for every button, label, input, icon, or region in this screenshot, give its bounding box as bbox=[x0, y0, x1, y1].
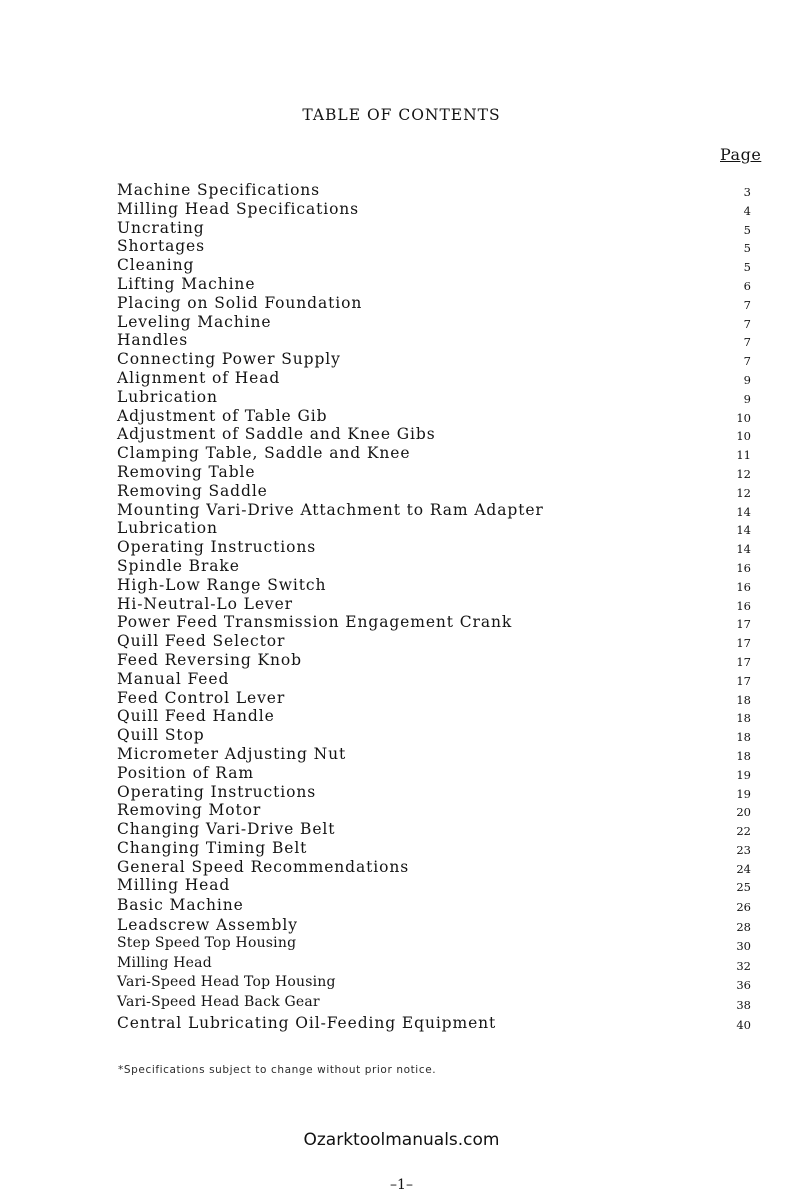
toc-entry-label: Quill Stop bbox=[117, 726, 205, 745]
toc-row bbox=[0, 707, 803, 726]
toc-row bbox=[0, 275, 803, 294]
toc-entry-label: Adjustment of Table Gib bbox=[117, 406, 328, 425]
toc-entry-page: 18 bbox=[736, 692, 751, 707]
toc-entry-page: 40 bbox=[736, 1017, 751, 1032]
toc-entry-page: 28 bbox=[736, 919, 751, 934]
toc-entry-label: Changing Vari-Drive Belt bbox=[117, 820, 336, 839]
toc-row bbox=[0, 595, 803, 614]
toc-entry-label: Changing Timing Belt bbox=[117, 838, 308, 857]
toc-entry-page: 7 bbox=[743, 354, 751, 369]
toc-entry-label: Lubrication bbox=[117, 387, 218, 406]
toc-entry-label: Manual Feed bbox=[117, 669, 230, 688]
toc-entry-page: 16 bbox=[736, 579, 751, 594]
toc-row bbox=[0, 425, 803, 444]
toc-row bbox=[0, 444, 803, 463]
toc-row bbox=[0, 256, 803, 275]
toc-row bbox=[0, 576, 803, 595]
toc-row bbox=[0, 916, 803, 936]
toc-entry-label: Milling Head bbox=[117, 954, 212, 971]
toc-row bbox=[0, 463, 803, 482]
toc-entry-label: Cleaning bbox=[117, 256, 195, 275]
toc-entry-label: Step Speed Top Housing bbox=[117, 935, 297, 952]
toc-entry-label: Micrometer Adjusting Nut bbox=[117, 744, 347, 763]
toc-entry-label: Spindle Brake bbox=[117, 556, 240, 575]
toc-entry-page: 17 bbox=[736, 654, 751, 669]
toc-row bbox=[0, 350, 803, 369]
toc-row bbox=[0, 801, 803, 820]
toc-entry-label: High-Low Range Switch bbox=[117, 575, 327, 594]
toc-entry-page: 24 bbox=[736, 861, 751, 876]
toc-row bbox=[0, 1014, 803, 1034]
toc-row bbox=[0, 689, 803, 708]
toc-entry-page: 32 bbox=[736, 958, 751, 973]
toc-entry-page: 18 bbox=[736, 730, 751, 745]
toc-entry-page: 18 bbox=[736, 711, 751, 726]
toc-row bbox=[0, 538, 803, 557]
toc-entry-label: Mounting Vari-Drive Attachment to Ram Adapter bbox=[117, 500, 544, 519]
toc-row bbox=[0, 955, 803, 975]
toc-row bbox=[0, 935, 803, 955]
toc-row bbox=[0, 613, 803, 632]
toc-row bbox=[0, 858, 803, 877]
toc-row bbox=[0, 519, 803, 538]
toc-entry-label: Milling Head bbox=[117, 876, 231, 895]
toc-entry-label: Central Lubricating Oil-Feeding Equipment bbox=[117, 1013, 497, 1032]
toc-row bbox=[0, 482, 803, 501]
toc-entry-label: Machine Specifications bbox=[117, 181, 321, 199]
toc-row bbox=[0, 651, 803, 670]
toc-entry-page: 14 bbox=[736, 523, 751, 538]
toc-row bbox=[0, 820, 803, 839]
toc-row bbox=[0, 632, 803, 651]
toc-entry-page: 12 bbox=[736, 466, 751, 481]
toc-entry-page: 3 bbox=[743, 185, 751, 199]
toc-entry-label: Quill Feed Handle bbox=[117, 707, 275, 726]
toc-row bbox=[0, 876, 803, 896]
toc-entry-page: 7 bbox=[743, 335, 751, 350]
toc-entry-page: 17 bbox=[736, 617, 751, 632]
toc-entry-label: Connecting Power Supply bbox=[117, 350, 341, 369]
toc-entry-page: 19 bbox=[736, 767, 751, 782]
toc-entry-page: 14 bbox=[736, 504, 751, 519]
toc-entry-page: 36 bbox=[736, 978, 751, 993]
toc-entry-page: 20 bbox=[736, 805, 751, 820]
toc-entry-page: 5 bbox=[743, 260, 751, 275]
toc-entry-label: Quill Feed Selector bbox=[117, 632, 286, 651]
table-of-contents bbox=[0, 181, 803, 1033]
toc-entry-label: Leadscrew Assembly bbox=[117, 915, 298, 934]
toc-row bbox=[0, 726, 803, 745]
toc-row bbox=[0, 237, 803, 256]
footnote: *Specifications subject to change without prior notice. bbox=[118, 1064, 437, 1076]
page-column-heading: Page bbox=[720, 145, 762, 164]
toc-entry-label: Uncrating bbox=[117, 218, 205, 237]
toc-entry-page: 4 bbox=[743, 203, 751, 218]
toc-entry-label: Removing Motor bbox=[117, 801, 262, 820]
toc-row bbox=[0, 219, 803, 238]
toc-entry-label: Position of Ram bbox=[117, 763, 254, 782]
toc-row bbox=[0, 407, 803, 426]
toc-entry-label: Alignment of Head bbox=[117, 368, 281, 387]
website-label: Ozarktoolmanuals.com bbox=[303, 1130, 500, 1150]
toc-entry-label: Operating Instructions bbox=[117, 538, 317, 557]
toc-entry-page: 18 bbox=[736, 748, 751, 763]
toc-row bbox=[0, 974, 803, 994]
toc-entry-page: 9 bbox=[743, 391, 751, 406]
toc-entry-label: Shortages bbox=[117, 237, 205, 256]
toc-entry-page: 16 bbox=[736, 560, 751, 575]
toc-row bbox=[0, 745, 803, 764]
toc-row bbox=[0, 313, 803, 332]
toc-entry-page: 5 bbox=[743, 222, 751, 237]
toc-row bbox=[0, 388, 803, 407]
toc-entry-label: Lubrication bbox=[117, 519, 218, 538]
toc-entry-page: 6 bbox=[743, 278, 751, 293]
toc-entry-label: Feed Reversing Knob bbox=[117, 650, 302, 669]
toc-entry-page: 7 bbox=[743, 316, 751, 331]
toc-entry-page: 10 bbox=[736, 429, 751, 444]
toc-entry-label: Placing on Solid Foundation bbox=[117, 293, 363, 312]
page-title: TABLE OF CONTENTS bbox=[302, 106, 501, 124]
toc-entry-label: Milling Head Specifications bbox=[117, 199, 360, 218]
toc-row bbox=[0, 200, 803, 219]
toc-entry-page: 25 bbox=[736, 880, 751, 895]
toc-entry-label: Operating Instructions bbox=[117, 782, 317, 801]
toc-row bbox=[0, 839, 803, 858]
toc-entry-page: 5 bbox=[743, 241, 751, 256]
toc-row bbox=[0, 557, 803, 576]
toc-row bbox=[0, 294, 803, 313]
toc-entry-label: Adjustment of Saddle and Knee Gibs bbox=[117, 425, 436, 444]
toc-entry-label: Handles bbox=[117, 331, 189, 350]
toc-entry-page: 10 bbox=[736, 410, 751, 425]
toc-entry-page: 38 bbox=[736, 998, 751, 1013]
toc-entry-label: Lifting Machine bbox=[117, 274, 256, 293]
toc-entry-label: Feed Control Lever bbox=[117, 688, 286, 707]
toc-row bbox=[0, 994, 803, 1014]
toc-row bbox=[0, 764, 803, 783]
toc-entry-label: Basic Machine bbox=[117, 896, 244, 915]
toc-entry-page: 12 bbox=[736, 485, 751, 500]
toc-entry-label: Hi-Neutral-Lo Lever bbox=[117, 594, 293, 613]
toc-row bbox=[0, 501, 803, 520]
toc-entry-page: 9 bbox=[743, 372, 751, 387]
toc-entry-label: Vari-Speed Head Back Gear bbox=[117, 994, 320, 1011]
toc-entry-page: 17 bbox=[736, 636, 751, 651]
toc-entry-label: Leveling Machine bbox=[117, 312, 272, 331]
toc-entry-page: 23 bbox=[736, 842, 751, 857]
toc-entry-label: Removing Saddle bbox=[117, 481, 268, 500]
toc-entry-page: 14 bbox=[736, 542, 751, 557]
toc-entry-label: Power Feed Transmission Engagement Crank bbox=[117, 613, 513, 632]
toc-entry-page: 26 bbox=[736, 900, 751, 915]
toc-entry-page: 7 bbox=[743, 297, 751, 312]
toc-entry-page: 17 bbox=[736, 673, 751, 688]
toc-row bbox=[0, 670, 803, 689]
toc-row bbox=[0, 369, 803, 388]
toc-row bbox=[0, 181, 803, 200]
toc-row bbox=[0, 783, 803, 802]
toc-entry-page: 30 bbox=[736, 939, 751, 954]
toc-entry-label: General Speed Recommendations bbox=[117, 857, 410, 876]
toc-entry-page: 16 bbox=[736, 598, 751, 613]
page-number: –1– bbox=[390, 1177, 413, 1193]
toc-row bbox=[0, 896, 803, 916]
toc-row bbox=[0, 331, 803, 350]
toc-entry-label: Vari-Speed Head Top Housing bbox=[117, 974, 336, 991]
toc-entry-page: 11 bbox=[736, 448, 751, 463]
toc-entry-page: 19 bbox=[736, 786, 751, 801]
toc-entry-page: 22 bbox=[736, 824, 751, 839]
toc-entry-label: Clamping Table, Saddle and Knee bbox=[117, 444, 411, 463]
toc-entry-label: Removing Table bbox=[117, 462, 256, 481]
